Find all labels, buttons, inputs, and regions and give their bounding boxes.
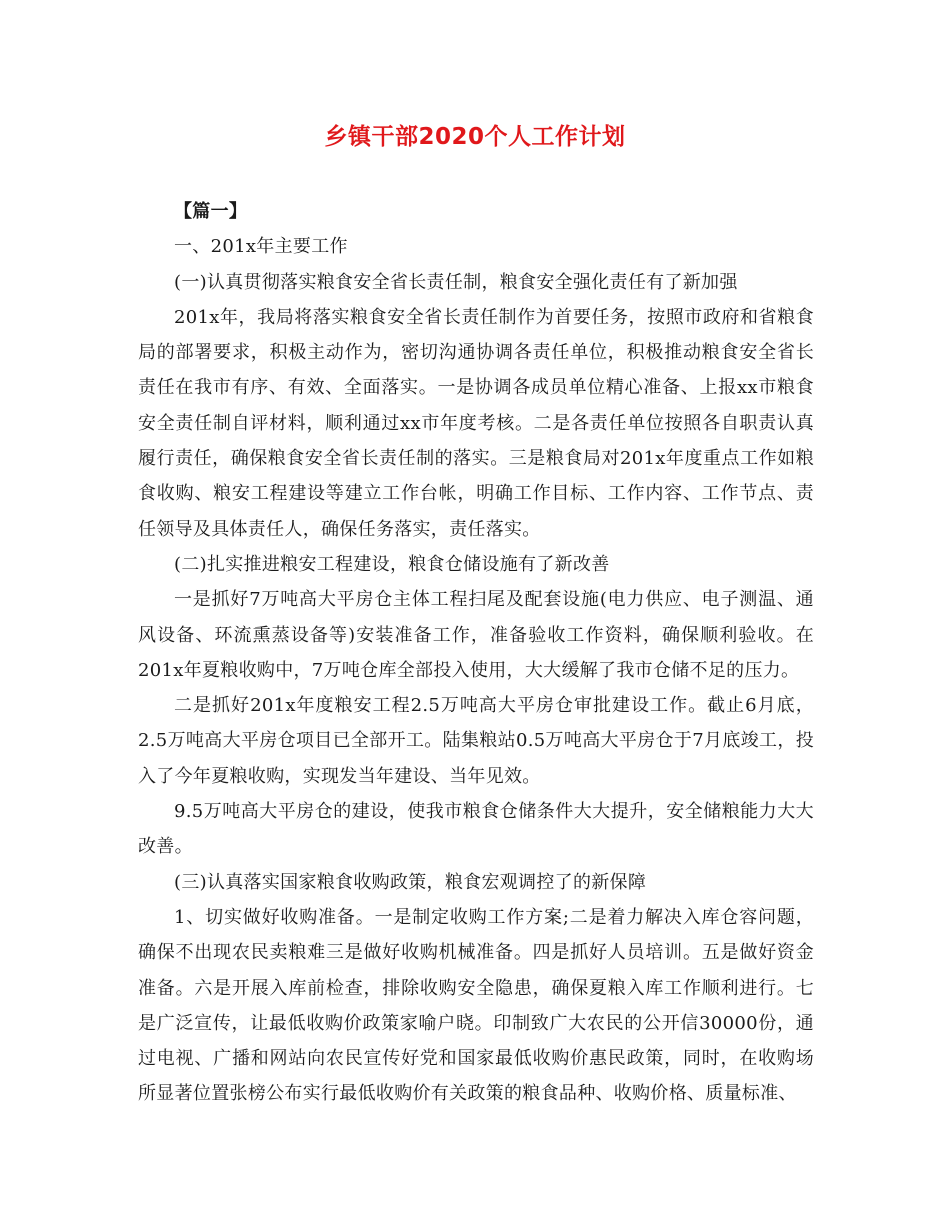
paragraph-3: 二是抓好201x年度粮安工程2.5万吨高大平房仓审批建设工作。截止6月底，2.5万吨高大平房仓项目已全部开工。陆集粮站0.5万吨高大平房仓于7月底竣工，投入了今年夏粮收购，实现发当年建设、当年见效。 <box>138 695 814 787</box>
paragraph-2: 一是抓好7万吨高大平房仓主体工程扫尾及配套设施(电力供应、电子测温、通风设备、环流熏蒸设备等)安装准备工作，准备验收工作资料，确保顺利验收。在201x年夏粮收购中，7万吨仓库全部投入使用，大大缓解了我市仓储不足的压力。 <box>138 589 814 681</box>
paragraph-4: 9.5万吨高大平房仓的建设，使我市粮食仓储条件大大提升，安全储粮能力大大改善。 <box>138 801 814 858</box>
heading-main-work: 一、201x年主要工作 <box>174 236 348 258</box>
subheading-3: (三)认真落实国家粮食收购政策，粮食宏观调控了的新保障 <box>174 871 647 893</box>
subheading-2: (二)扎实推进粮安工程建设，粮食仓储设施有了新改善 <box>174 553 610 575</box>
subheading-1: (一)认真贯彻落实粮食安全省长责任制，粮食安全强化责任有了新加强 <box>174 271 738 293</box>
paragraph-1: 201x年，我局将落实粮食安全省长责任制作为首要任务，按照市政府和省粮食局的部署要求，积极主动作为，密切沟通协调各责任单位，积极推动粮食安全省长责任在我市有序、有效、全面落实。一是协调各成员单位精心准备、上报xx市粮食安全责任制自评材料，顺利通过xx市年度考核。二是各责任单位按照各自职责认真履行责任，确保粮食安全省长责任制的落实。三是粮食局对201x年度重点工作如粮食收购、粮安工程建设等建立工作台帐，明确工作目标、工作内容、工作节点、责任领导及具体责任人，确保任务落实，责任落实。 <box>138 306 814 540</box>
document-title: 乡镇干部2020个人工作计划 <box>324 124 626 150</box>
document-body <box>138 194 814 1112</box>
section-heading-pian-yi: 【篇一】 <box>174 201 248 222</box>
paragraph-5: 1、切实做好收购准备。一是制定收购工作方案;二是着力解决入库仓容问题，确保不出现农民卖粮难三是做好收购机械准备。四是抓好人员培训。五是做好资金准备。六是开展入库前检查，排除收购安全隐患，确保夏粮入库工作顺利进行。七是广泛宣传，让最低收购价政策家喻户晓。印制致广大农民的公开信30000份，通过电视、广播和网站向农民宣传好党和国家最低收购价惠民政策，同时，在收购场所显著位置张榜公布实行最低收购价有关政策的粮食品种、收购价格、质量标准、 <box>138 906 814 1105</box>
